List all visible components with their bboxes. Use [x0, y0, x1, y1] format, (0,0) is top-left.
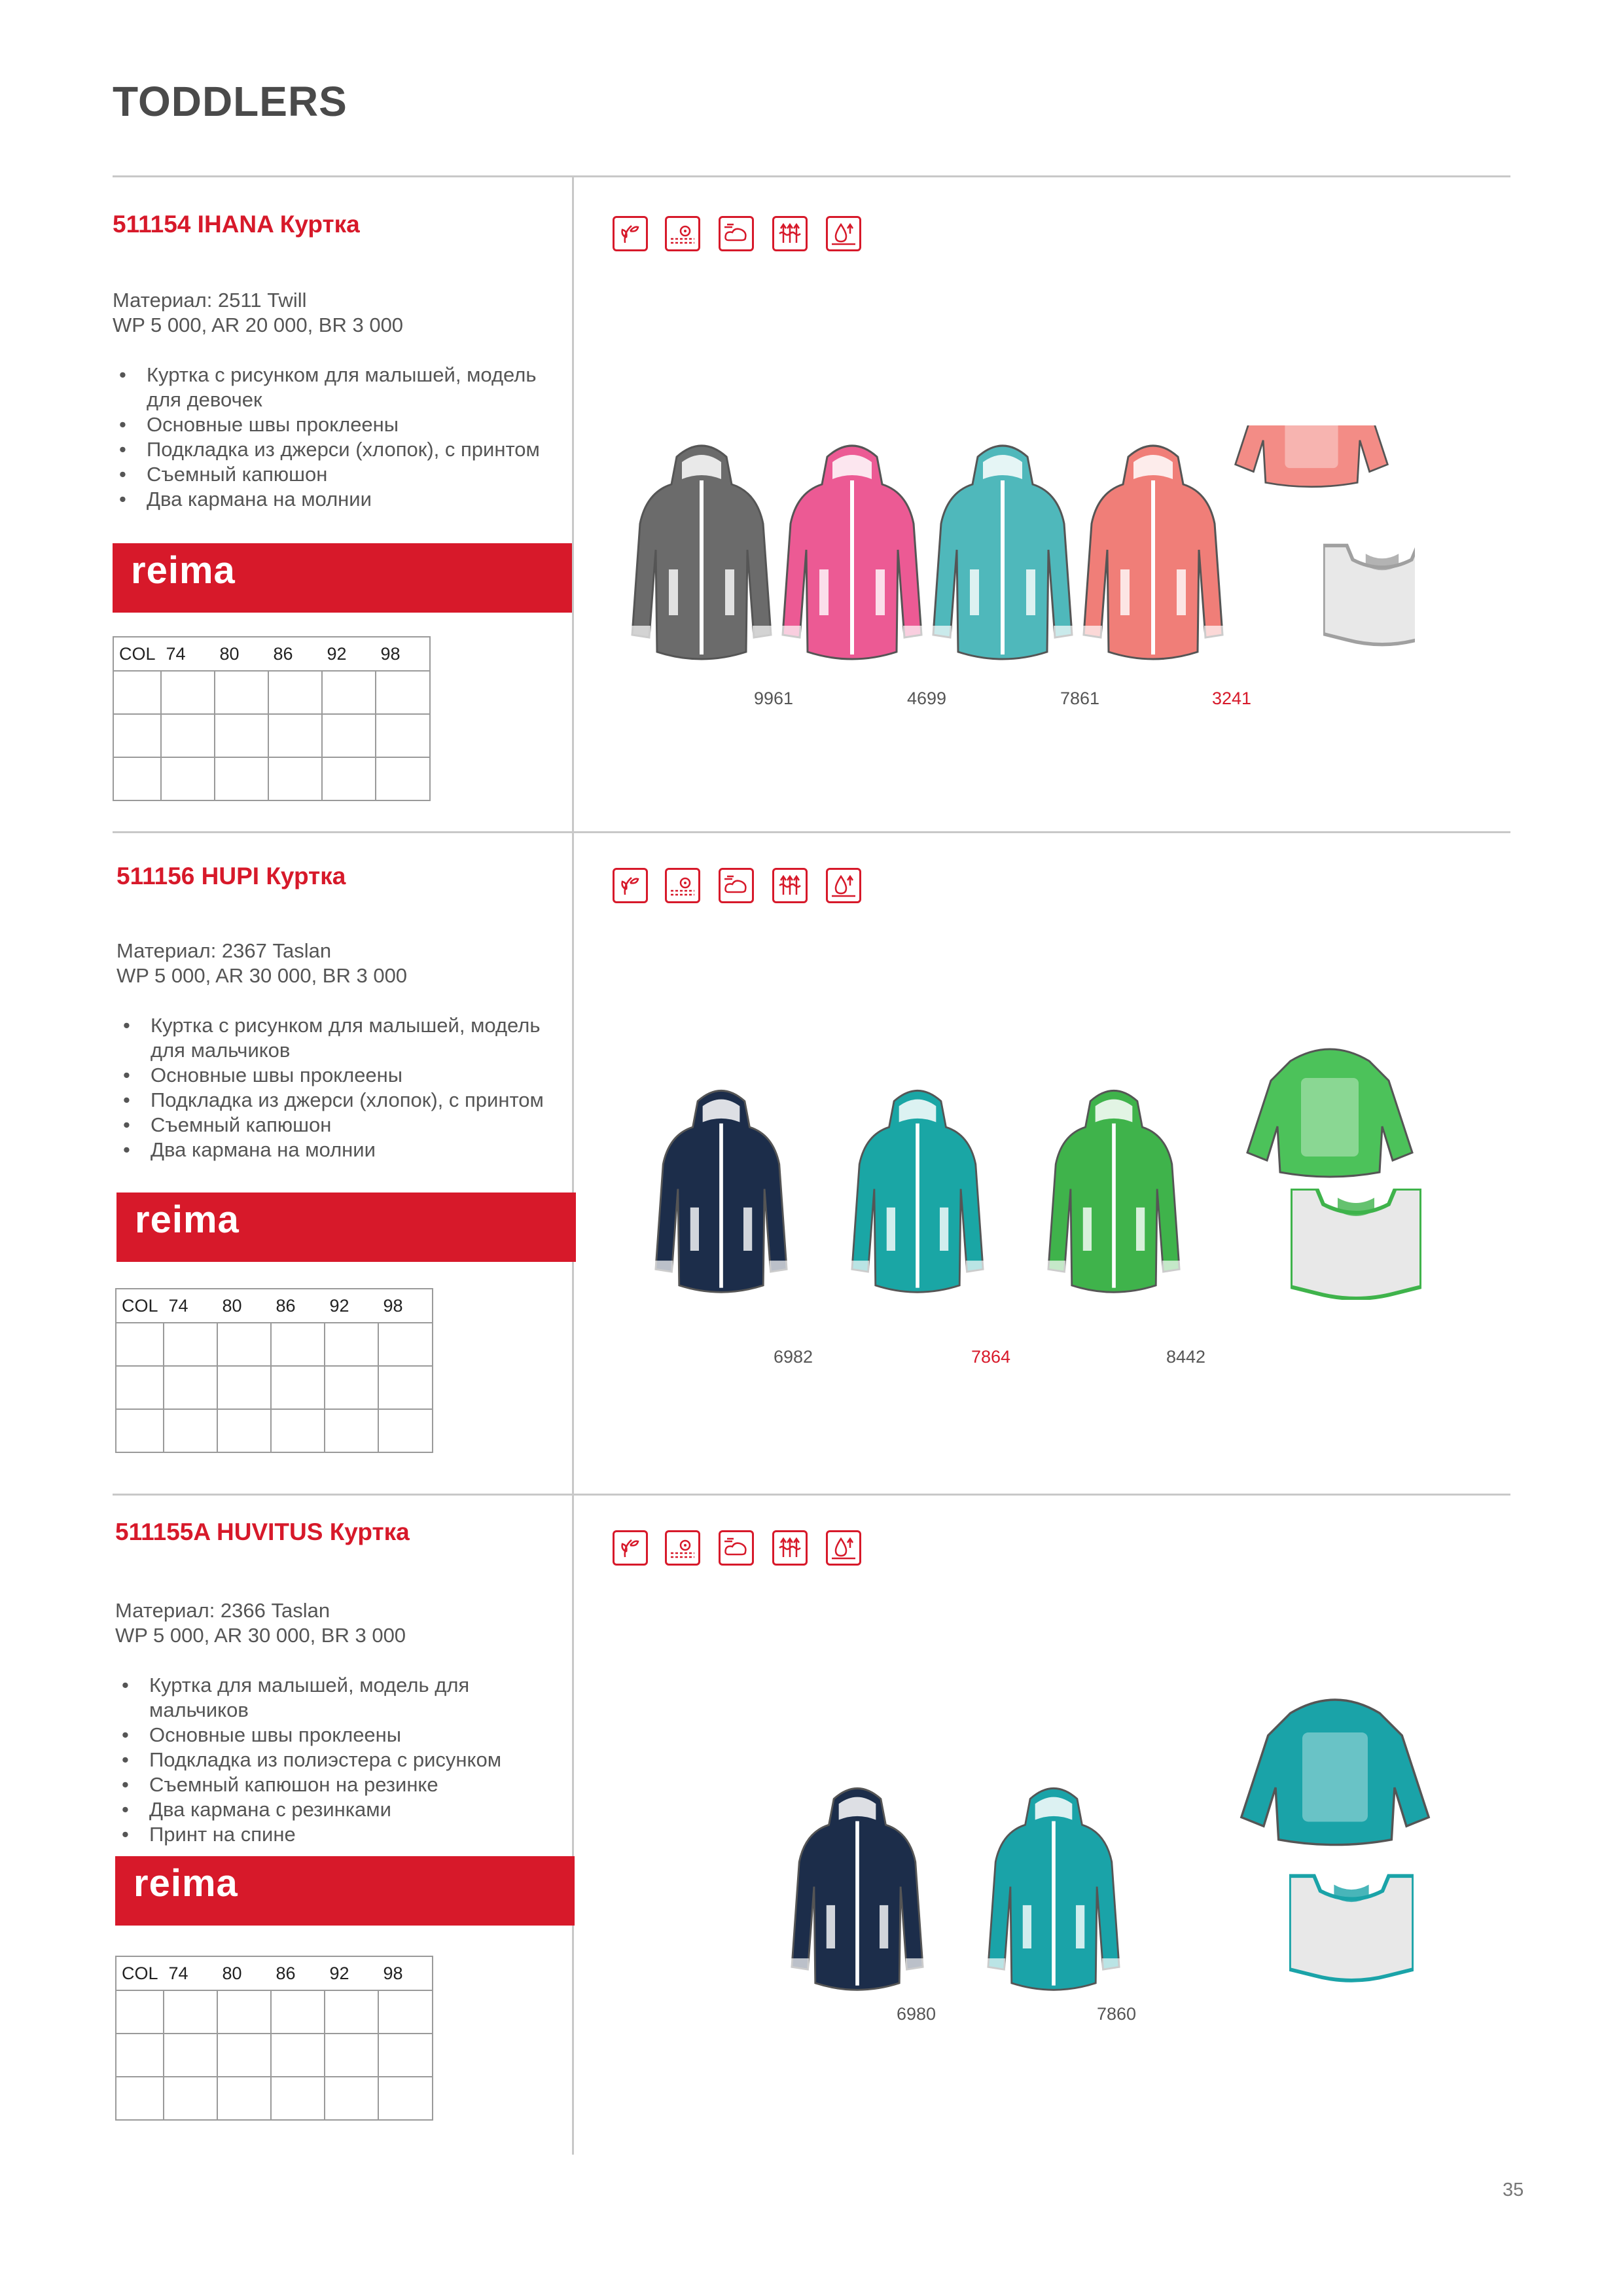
- size-cell: [113, 757, 161, 800]
- size-cell: [378, 1409, 433, 1452]
- size-row: [116, 1366, 433, 1409]
- feature-item: • Подкладка из джерси (хлопок), с принтом: [116, 1088, 575, 1113]
- size-header: 80: [217, 1956, 271, 1990]
- size-header: 80: [217, 1289, 271, 1323]
- size-cell: [164, 1366, 217, 1409]
- size-row: [113, 757, 430, 800]
- color-code: 7861: [1060, 689, 1100, 708]
- feature-item: • Основные швы проклеены: [115, 1723, 573, 1748]
- size-cell: [271, 2077, 325, 2120]
- size-row: [113, 714, 430, 757]
- size-cell: [378, 1323, 433, 1366]
- size-header: 86: [271, 1289, 325, 1323]
- size-row: [116, 1323, 433, 1366]
- color-code-highlighted: 3241: [1212, 689, 1252, 708]
- size-cell: [164, 1323, 217, 1366]
- size-header: 86: [271, 1956, 325, 1990]
- size-row: [113, 671, 430, 714]
- plant-icon: [613, 1530, 648, 1566]
- size-cell: [215, 714, 268, 757]
- feature-item: • Съемный капюшон: [116, 1113, 575, 1138]
- color-code-highlighted: 7864: [971, 1347, 1011, 1367]
- feature-item: • Съемный капюшон на резинке: [115, 1772, 573, 1797]
- size-cell: [116, 1409, 164, 1452]
- size-header: 80: [215, 637, 268, 671]
- col-header: COL: [116, 1289, 164, 1323]
- color-code: 4699: [907, 689, 947, 708]
- product-artwork: [649, 1018, 1435, 1313]
- size-row: [116, 1409, 433, 1452]
- color-code: 8442: [1166, 1347, 1206, 1367]
- size-cell: [325, 1409, 378, 1452]
- size-header: 98: [378, 1289, 433, 1323]
- size-cell: [113, 714, 161, 757]
- page-number: 35: [1503, 2179, 1524, 2200]
- feature-item: • Подкладка из полиэстера с рисунком: [115, 1748, 573, 1772]
- material-line: Материал: 2511 Twill: [113, 289, 307, 312]
- size-row: [116, 2034, 433, 2077]
- size-cell: [116, 1366, 164, 1409]
- brand-banner: [113, 543, 572, 613]
- size-header: 92: [322, 637, 376, 671]
- product-title: 511155A HUVITUS Куртка: [115, 1518, 410, 1545]
- color-code: 7860: [1097, 2004, 1137, 2024]
- size-table: [113, 636, 431, 801]
- feature-item: • Куртка с рисунком для малышей, модель для девочек: [113, 363, 571, 412]
- size-cell: [325, 2077, 378, 2120]
- size-cell: [113, 671, 161, 714]
- brand-logo: reima: [135, 1198, 240, 1241]
- size-cell: [217, 1990, 271, 2034]
- feature-item: • Два кармана на молнии: [113, 487, 571, 512]
- breathable-icon: [772, 1530, 808, 1566]
- size-table: [115, 1956, 433, 2121]
- specs-line: WP 5 000, AR 30 000, BR 3 000: [116, 964, 408, 987]
- size-cell: [164, 2077, 217, 2120]
- brand-logo: reima: [131, 549, 236, 592]
- size-row: [116, 1990, 433, 2034]
- feature-item: • Основные швы проклеены: [113, 412, 571, 437]
- size-cell: [271, 1990, 325, 2034]
- material-line: Материал: 2367 Taslan: [116, 939, 332, 962]
- product-title: 511154 IHANA Куртка: [113, 211, 360, 238]
- feature-list: [116, 1013, 575, 1162]
- size-table: [115, 1288, 433, 1453]
- size-header: 92: [325, 1956, 378, 1990]
- color-code: 6980: [897, 2004, 936, 2024]
- size-cell: [217, 2077, 271, 2120]
- feature-item: • Куртка для малышей, модель для мальчиков: [115, 1673, 573, 1723]
- plant-icon: [613, 868, 648, 903]
- size-cell: [217, 1323, 271, 1366]
- product-huvitus: [0, 1494, 1623, 2148]
- size-header-row: [113, 637, 430, 671]
- product-material: [115, 1598, 406, 1648]
- size-cell: [378, 2077, 433, 2120]
- brand-banner: [116, 1193, 576, 1262]
- size-cell: [325, 2034, 378, 2077]
- size-cell: [215, 671, 268, 714]
- water-drop-icon: [826, 868, 861, 903]
- size-cell: [164, 2034, 217, 2077]
- size-cell: [161, 757, 215, 800]
- size-cell: [271, 1323, 325, 1366]
- size-cell: [116, 2034, 164, 2077]
- plant-icon: [613, 216, 648, 251]
- product-material: [116, 939, 407, 988]
- brand-logo: reima: [134, 1862, 238, 1905]
- breathable-icon: [772, 868, 808, 903]
- feature-item: • Основные швы проклеены: [116, 1063, 575, 1088]
- water-drop-icon: [826, 216, 861, 251]
- color-code: 6982: [774, 1347, 813, 1367]
- size-cell: [164, 1990, 217, 2034]
- size-cell: [116, 1990, 164, 2034]
- material-line: Материал: 2366 Taslan: [115, 1599, 330, 1622]
- size-cell: [271, 1409, 325, 1452]
- size-cell: [271, 2034, 325, 2077]
- feature-list: [113, 363, 571, 512]
- size-cell: [322, 714, 376, 757]
- specs-line: WP 5 000, AR 30 000, BR 3 000: [115, 1624, 406, 1647]
- color-code: 9961: [754, 689, 794, 708]
- size-cell: [268, 671, 322, 714]
- size-header-row: [116, 1956, 433, 1990]
- size-cell: [376, 757, 430, 800]
- size-cell: [164, 1409, 217, 1452]
- size-cell: [325, 1990, 378, 2034]
- size-cell: [215, 757, 268, 800]
- size-header: 92: [325, 1289, 378, 1323]
- seam-icon: [665, 1530, 700, 1566]
- specs-line: WP 5 000, AR 20 000, BR 3 000: [113, 314, 404, 336]
- feature-item: • Куртка с рисунком для малышей, модель для мальчиков: [116, 1013, 575, 1063]
- size-cell: [322, 757, 376, 800]
- page-title: TODDLERS: [113, 78, 348, 125]
- size-cell: [376, 671, 430, 714]
- feature-item: • Съемный капюшон: [113, 462, 571, 487]
- size-header: 74: [164, 1289, 217, 1323]
- size-header: 98: [376, 637, 430, 671]
- size-cell: [116, 1323, 164, 1366]
- weather-icon: [719, 868, 754, 903]
- col-header: COL: [113, 637, 161, 671]
- size-cell: [376, 714, 430, 757]
- feature-item: • Принт на спине: [115, 1822, 573, 1847]
- size-cell: [325, 1366, 378, 1409]
- size-cell: [161, 671, 215, 714]
- size-cell: [116, 2077, 164, 2120]
- weather-icon: [719, 216, 754, 251]
- size-cell: [217, 1409, 271, 1452]
- feature-item: • Подкладка из джерси (хлопок), с принтом: [113, 437, 571, 462]
- size-cell: [268, 757, 322, 800]
- brand-banner: [115, 1856, 575, 1926]
- water-drop-icon: [826, 1530, 861, 1566]
- product-title: 511156 HUPI Куртка: [116, 863, 346, 889]
- breathable-icon: [772, 216, 808, 251]
- seam-icon: [665, 216, 700, 251]
- size-cell: [161, 714, 215, 757]
- size-row: [116, 2077, 433, 2120]
- size-header: 74: [161, 637, 215, 671]
- weather-icon: [719, 1530, 754, 1566]
- size-cell: [378, 1366, 433, 1409]
- size-cell: [271, 1366, 325, 1409]
- product-ihana: [0, 177, 1623, 831]
- size-cell: [325, 1323, 378, 1366]
- product-hupi: [0, 829, 1623, 1483]
- product-material: [113, 288, 403, 338]
- size-header: 98: [378, 1956, 433, 1990]
- size-cell: [268, 714, 322, 757]
- feature-list: [115, 1673, 573, 1847]
- seam-icon: [665, 868, 700, 903]
- feature-item: • Два кармана на молнии: [116, 1138, 575, 1162]
- size-header: 86: [268, 637, 322, 671]
- col-header: COL: [116, 1956, 164, 1990]
- feature-item: • Два кармана с резинками: [115, 1797, 573, 1822]
- size-cell: [378, 2034, 433, 2077]
- size-cell: [217, 2034, 271, 2077]
- product-artwork: [766, 1677, 1486, 2017]
- size-cell: [322, 671, 376, 714]
- size-header-row: [116, 1289, 433, 1323]
- size-cell: [378, 1990, 433, 2034]
- product-artwork: [630, 425, 1415, 687]
- size-cell: [217, 1366, 271, 1409]
- size-header: 74: [164, 1956, 217, 1990]
